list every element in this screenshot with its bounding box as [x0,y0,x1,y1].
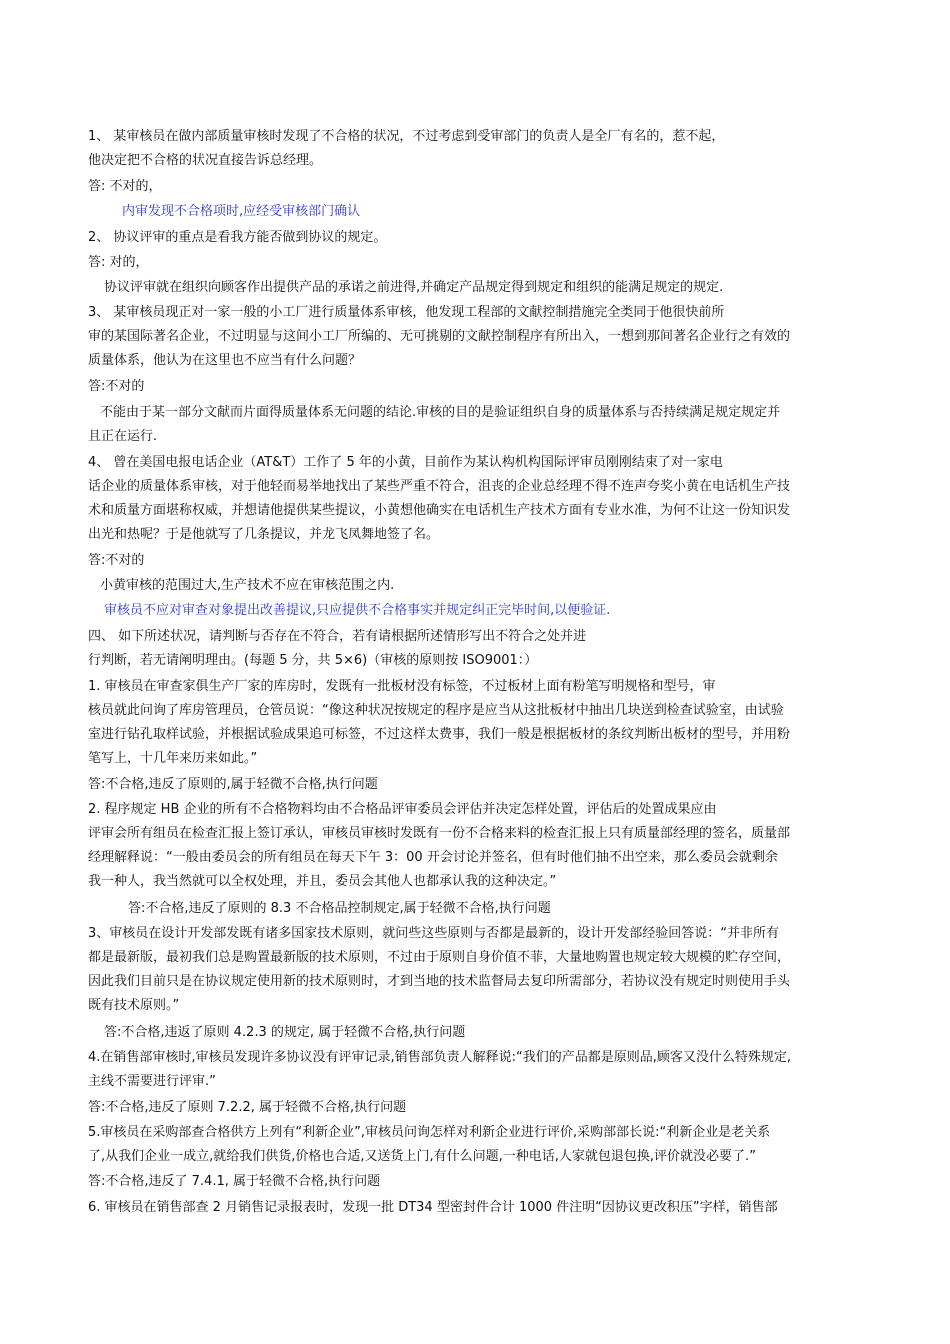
a3-label: 答:不对的 [88,379,145,394]
q3-line-3: 质量体系，他认为在这里也不应当有什么问题？ [88,353,362,368]
a3-answer-1: 不能由于某一部分文献而片面得质量体系无问题的结论.审核的目的是验证组织自身的质量体系与否持续满足规定规定并 [100,405,781,420]
q4-line-4: 出光和热呢？于是他就写了几条提议，并龙飞凤舞地签了名。 [88,527,440,542]
section-four-line-1: 四、 如下所述状况，请判断与否存在不符合，若有请根据所述情形写出不符合之处并进 [88,629,587,644]
p1-line-1: 1. 审核员在审查家俱生产厂家的库房时，发既有一批板材没有标签，不过板材上面有粉笔写明规格和型号，审 [88,679,716,694]
p2-answer: 答:不合格,违反了原则的 8.3 不合格品控制规定,属于轻微不合格,执行问题 [128,901,551,916]
q4-line-1: 4、 曾在美国电报电话企业（AT&T）工作了 5 年的小黄，目前作为某认构机构国际评审员刚刚结束了对一家电 [88,455,723,470]
p2-line-4: 我一种人，我当然就可以全权处理，并且，委员会其他人也都承认我的这种决定。” [88,874,557,889]
a2-answer: 协议评审就在组织向顾客作出提供产品的承诺之前进得,并确定产品规定得到规定和组织的能满足规定的规定. [104,280,724,295]
a4-label: 答:不对的 [88,553,145,568]
p3-line-1: 3、审核员在设计开发部发既有诸多国家技术原则，就问些这些原则与否都是最新的，设计开发部经验回答说：“并非所有 [88,926,780,941]
a1-answer: 内审发现不合格项时,应经受审核部门确认 [122,204,361,219]
p3-line-2: 都是最新版，最初我们总是购置最新版的技术原则，不过由于原则自身价值不菲，大量地购置也规定较大规模的贮存空间， [88,950,791,965]
p1-line-4: 笔写上，十几年来历来如此。” [88,751,258,766]
section-four-line-2: 行判断，若无请阐明理由。(每题 5 分，共 5×6)（审核的原则按 ISO9001：） [88,653,538,668]
p3-answer: 答:不合格,违返了原则 4.2.3 的规定, 属于轻微不合格,执行问题 [104,1025,466,1040]
p4-line-2: 主线不需要进行评审.” [88,1074,216,1089]
p4-line-1: 4.在销售部审核时,审核员发现许多协议没有评审记录,销售部负责人解释说:“我们的产品都是原则品,顾客又没什么特殊规定, [88,1050,792,1065]
p4-answer: 答:不合格,违反了原则 7.2.2, 属于轻微不合格,执行问题 [88,1100,407,1115]
q3-line-1: 3、 某审核员现正对一家一般的小工厂进行质量体系审核，他发现工程部的文献控制措施完全类同于他很快前所 [88,305,725,320]
p2-line-3: 经理解释说：“一般由委员会的所有组员在每天下午 3：00 开会讨论并签名，但有时他们抽不出空来，那么委员会就剩余 [88,850,778,865]
a4-answer-1: 小黄审核的范围过大,生产技术不应在审核范围之内. [100,578,395,593]
a3-answer-2: 且正在运行. [88,429,158,444]
q1-line-1: 1、 某审核员在做内部质量审核时发现了不合格的状况，不过考虑到受审部门的负责人是全厂有名的，惹不起， [88,129,725,144]
q4-line-3: 术和质量方面堪称权威，并想请他提供某些提议，小黄想他确实在电话机生产技术方面有专业水准，为何不让这一份知识发 [88,503,791,518]
p2-line-1: 2. 程序规定 HB 企业的所有不合格物料均由不合格品评审委员会评估并决定怎样处置，评估后的处置成果应由 [88,802,717,817]
a2-label: 答: 对的， [88,255,149,270]
p1-line-2: 核员就此问询了库房管理员，仓管员说：“像这种状况按规定的程序是应当从这批板材中抽出几块送到检查试验室，由试验 [88,703,784,718]
q2-line-1: 2、 协议评审的重点是看我方能否做到协议的规定。 [88,230,387,245]
p3-line-4: 既有技术原则。” [88,998,180,1013]
p3-line-3: 因此我们目前只是在协议规定使用新的技术原则时，才到当地的技术监督局去复印所需部分，若协议没有规定时则使用手头 [88,974,791,989]
p2-line-2: 评审会所有组员在检查汇报上签订承认，审核员审核时发既有一份不合格来料的检查汇报上只有质量部经理的签名，质量部 [88,826,791,841]
p6-line-1: 6. 审核员在销售部查 2 月销售记录报表时，发现一批 DT34 型密封件合计 1000 件注明“因协议更改积压”字样，销售部 [88,1200,778,1215]
a1-label: 答: 不对的， [88,179,162,194]
q3-line-2: 审的某国际著名企业，不过明显与这间小工厂所编的、无可挑剔的文献控制程序有所出入，一想到那间著名企业行之有效的 [88,329,791,344]
q4-line-2: 话企业的质量体系审核，对于他轻而易举地找出了某些严重不符合，沮丧的企业总经理不得不连声夸奖小黄在电话机生产技 [88,479,791,494]
p1-answer: 答:不合格,违反了原则的,属于轻微不合格,执行问题 [88,777,378,792]
p5-line-2: 了,从我们企业一成立,就给我们供货,价格也合适,又送货上门,有什么问题,一种电话,人家就包退包换,评价就没必要了.” [88,1149,756,1164]
p5-line-1: 5.审核员在采购部查合格供方上列有“利新企业”,审核员问询怎样对利新企业进行评价,采购部部长说:“利新企业是老关系 [88,1125,771,1140]
p5-answer: 答:不合格,违反了 7.4.1, 属于轻微不合格,执行问题 [88,1174,381,1189]
a4-answer-2: 审核员不应对审查对象提出改善提议,只应提供不合格事实并规定纠正完毕时间,以便验证. [104,603,611,618]
q1-line-2: 他决定把不合格的状况直接告诉总经理。 [88,153,323,168]
p1-line-3: 室进行钻孔取样试验，并根据试验成果追可标签，不过这样太费事，我们一般是根据板材的条纹判断出板材的型号，并用粉 [88,727,791,742]
